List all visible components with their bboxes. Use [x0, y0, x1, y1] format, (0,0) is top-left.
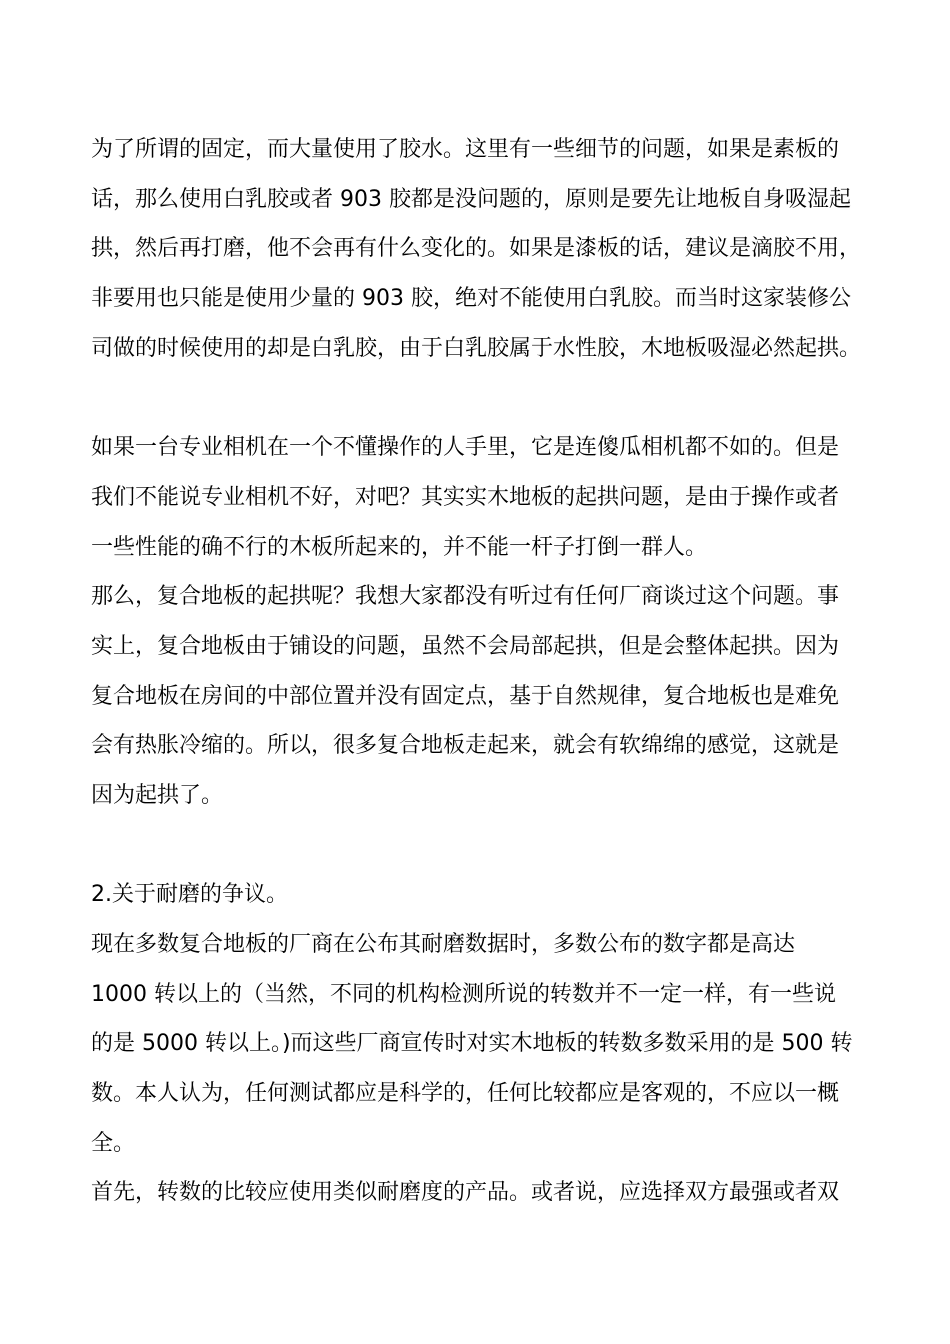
text-line: 实上，复合地板由于铺设的问题，虽然不会局部起拱，但是会整体起拱。因为 — [91, 634, 840, 659]
text-line: 1000 转以上的（当然，不同的机构检测所说的转数并不一定一样，有一些说 — [91, 982, 836, 1007]
text-line: 数。本人认为，任何测试都应是科学的，任何比较都应是客观的，不应以一概 — [91, 1081, 840, 1106]
text-line: 那么，复合地板的起拱呢？我想大家都没有听过有任何厂商谈过这个问题。事 — [91, 584, 840, 609]
text-line: 会有热胀冷缩的。所以，很多复合地板走起来，就会有软绵绵的感觉，这就是 — [91, 733, 840, 758]
text-line: 如果一台专业相机在一个不懂操作的人手里，它是连傻瓜相机都不如的。但是 — [91, 435, 840, 460]
text-line: 司做的时候使用的却是白乳胶，由于白乳胶属于水性胶，木地板吸湿必然起拱。 — [91, 336, 862, 361]
text-line: 话，那么使用白乳胶或者 903 胶都是没问题的，原则是要先让地板自身吸湿起 — [91, 187, 851, 212]
text-line: 因为起拱了。 — [91, 783, 224, 808]
text-line: 一些性能的确不行的木板所起来的，并不能一杆子打倒一群人。 — [91, 535, 708, 560]
text-line: 我们不能说专业相机不好，对吧？其实实木地板的起拱问题，是由于操作或者 — [91, 485, 840, 510]
section-heading: 2.关于耐磨的争议。 — [91, 882, 288, 907]
text-line: 现在多数复合地板的厂商在公布其耐磨数据时，多数公布的数字都是高达 — [91, 932, 796, 957]
text-line: 复合地板在房间的中部位置并没有固定点，基于自然规律，复合地板也是难免 — [91, 684, 840, 709]
text-line: 的是 5000 转以上。)而这些厂商宣传时对实木地板的转数多数采用的是 500 转 — [91, 1031, 853, 1056]
text-line: 为了所谓的固定，而大量使用了胶水。这里有一些细节的问题，如果是素板的 — [91, 137, 840, 162]
text-line: 首先，转数的比较应使用类似耐磨度的产品。或者说，应选择双方最强或者双 — [91, 1180, 840, 1205]
text-line: 拱，然后再打磨，他不会再有什么变化的。如果是漆板的话，建议是滴胶不用， — [91, 236, 862, 261]
text-line: 非要用也只能是使用少量的 903 胶，绝对不能使用白乳胶。而当时这家装修公 — [91, 286, 851, 311]
text-line: 全。 — [91, 1131, 136, 1156]
